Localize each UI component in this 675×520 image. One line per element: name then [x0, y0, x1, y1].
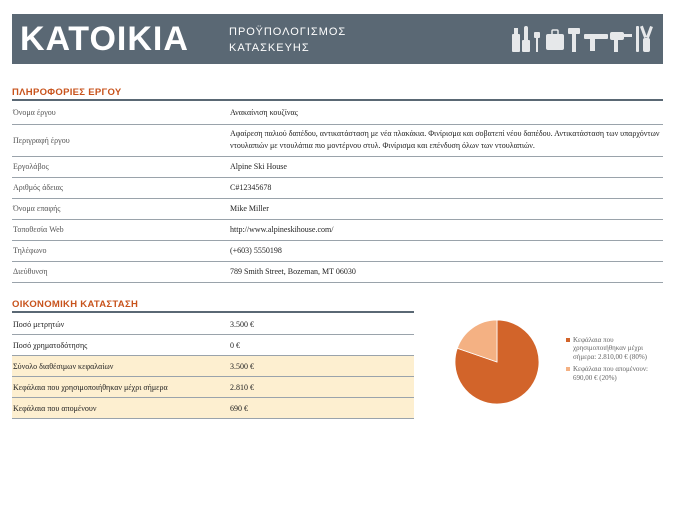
website-link[interactable]: http://www.alpineskihouse.com/ [227, 219, 663, 240]
table-row [12, 261, 663, 282]
chart-legend [566, 336, 666, 386]
row-label: Ποσό μετρητών [12, 314, 227, 335]
table-row [12, 377, 414, 398]
tools-icon [510, 22, 658, 56]
table-row [12, 102, 663, 124]
financial-section-rule [12, 311, 414, 313]
row-value: C#12345678 [227, 177, 663, 198]
row-value: Mike Miller [227, 198, 663, 219]
table-row [12, 335, 414, 356]
pie-slices [455, 320, 539, 404]
legend-swatch-remaining [566, 367, 570, 371]
row-label: Περιγραφή έργου [12, 124, 227, 156]
row-label: Εργολάβος [12, 156, 227, 177]
row-label: Αριθμός άδειας [12, 177, 227, 198]
page-subtitle [229, 24, 346, 56]
row-value: Ανακαίνιση κουζίνας [227, 102, 663, 124]
table-row [12, 124, 663, 156]
project-info-table [12, 102, 663, 283]
legend-label-remaining: Κεφάλαια που απομένουν: 690,00 € (20%) [573, 365, 648, 382]
subtitle-line-2: ΚΑΤΑΣΚΕΥΗΣ [229, 42, 310, 54]
row-value: Alpine Ski House [227, 156, 663, 177]
row-value: Αφαίρεση παλιού δαπέδου, αντικατάσταση με νέα πλακάκια. Φινίρισμα και σοβατεπί νέου δαπέδου. Αντικατάσταση των υπαρχόντων ντουλαπιών με ντουλάπια πιο μοντέρνου στυλ. Φινίρισμα και επένδυση όλων των ντουλαπιών. [227, 124, 663, 156]
row-label: Τοποθεσία Web [12, 219, 227, 240]
row-value: 2.810 € [227, 377, 414, 398]
row-value: 690 € [227, 398, 414, 419]
financial-section-title: ΟΙΚΟΝΟΜΙΚΗ ΚΑΤΑΣΤΑΣΗ [12, 299, 139, 310]
row-label: Σύνολο διαθέσιμων κεφαλαίων [12, 356, 227, 377]
table-row [12, 198, 663, 219]
row-value: (+603) 5550198 [227, 240, 663, 261]
row-label: Ποσό χρηματοδότησης [12, 335, 227, 356]
row-label: Κεφάλαια που χρησιμοποιήθηκαν μέχρι σήμερα [12, 377, 227, 398]
table-row [12, 156, 663, 177]
table-row [12, 240, 663, 261]
row-label: Όνομα επαφής [12, 198, 227, 219]
row-label: Κεφάλαια που απομένουν [12, 398, 227, 419]
row-label: Διεύθυνση [12, 261, 227, 282]
row-value: 0 € [227, 335, 414, 356]
row-label: Όνομα έργου [12, 102, 227, 124]
page-title: ΚΑΤΟΙΚΙΑ [20, 20, 189, 58]
row-value: 3.500 € [227, 314, 414, 335]
row-label: Τηλέφωνο [12, 240, 227, 261]
row-value: 3.500 € [227, 356, 414, 377]
legend-item-used [566, 336, 666, 361]
table-row [12, 398, 414, 419]
financial-table [12, 314, 414, 419]
subtitle-line-1: ΠΡΟΫΠΟΛΟΓΙΣΜΟΣ [229, 26, 347, 38]
project-section-rule [12, 99, 663, 101]
legend-item-remaining [566, 365, 666, 382]
table-row [12, 314, 414, 335]
header-banner [12, 14, 663, 64]
project-section-title: ΠΛΗΡΟΦΟΡΙΕΣ ΕΡΓΟΥ [12, 87, 122, 98]
row-value: 789 Smith Street, Bozeman, MT 06030 [227, 261, 663, 282]
legend-label-used: Κεφάλαια που χρησιμοποιήθηκαν μέχρι σήμερα: 2.810,00 € (80%) [573, 336, 647, 361]
table-row [12, 219, 663, 240]
table-row [12, 177, 663, 198]
table-row [12, 356, 414, 377]
legend-swatch-used [566, 338, 570, 342]
